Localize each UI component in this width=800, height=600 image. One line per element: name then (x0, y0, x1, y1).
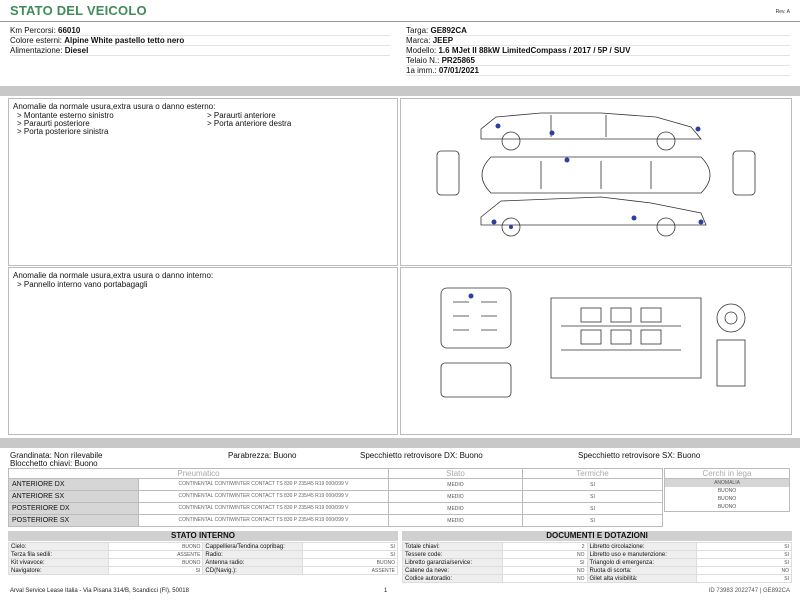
table-row: Codice autoradio: NO Gilet alta visibilità: SI (403, 575, 792, 583)
interior-damage-title: Anomalie da normale usura,extra usura o danno interno: (13, 271, 214, 280)
interior-damage-panel (8, 267, 398, 435)
rim-value: BUONO (717, 504, 737, 510)
condition-summary (10, 452, 790, 468)
info-row: Targa: GE892CA (406, 26, 790, 36)
table-header: Termiche (523, 469, 663, 479)
table-header: Pneumatico (9, 469, 389, 479)
table-row: Navigatore: SI CD(Navig.): ASSENTE (9, 567, 398, 575)
documents-title: DOCUMENTI E DOTAZIONI (402, 531, 792, 541)
rim-value: BUONO (717, 488, 737, 494)
table-row: POSTERIORE DX CONTINENTAL CONTIWINTER CONTACT TS 830 P 235/45 R19 000/099 V MEDIO SI (9, 503, 663, 515)
table-row: Libretto garanzia/service: SI Triangolo di emergenza: SI (403, 559, 792, 567)
info-row: Colore esterni: Alpine White pastello tetto nero (10, 36, 390, 46)
table-row: Totale chiavi: 2 Libretto circolazione: SI (403, 543, 792, 551)
table-row: ANTERIORE SX CONTINENTAL CONTIWINTER CONTACT TS 830 P 235/45 R19 000/099 V MEDIO SI (9, 491, 663, 503)
info-row: Km Percorsi: 66010 (10, 26, 390, 36)
page-title: STATO DEL VEICOLO (10, 3, 147, 18)
info-row: Alimentazione: Diesel (10, 46, 390, 56)
section-divider-bar (0, 438, 800, 448)
documents-table (402, 542, 792, 583)
info-row: Telaio N.: PR25865 (406, 56, 790, 66)
footer-reference: ID 73983 2022747 | GE892CA (708, 588, 790, 594)
interior-car-diagram (400, 267, 792, 435)
key-block-status: Blocchetto chiavi: Buono (10, 459, 98, 468)
section-divider-bar (0, 86, 800, 96)
tyres-table (8, 468, 663, 527)
exterior-damage-list (9, 112, 397, 136)
exterior-damage-title: Anomalie da normale usura,extra usura o danno esterno: (13, 102, 216, 111)
mirror-left-status: Specchietto retrovisore SX: Buono (578, 451, 701, 460)
table-row: Kit vivavoce: BUONO Antenna radio: BUONO (9, 559, 398, 567)
rim-value: ANOMALIA (665, 479, 789, 487)
windshield-status: Parabrezza: Buono (228, 451, 297, 460)
rim-value: BUONO (717, 496, 737, 502)
revision-label: Rev. A (775, 9, 790, 15)
exterior-damage-panel (8, 98, 398, 266)
rims-panel (664, 468, 790, 512)
rims-title: Cerchi in lega (665, 469, 789, 479)
hail-status: Grandinata: Non rilevabile (10, 451, 103, 460)
table-header: Stato (389, 469, 523, 479)
exterior-car-diagram (400, 98, 792, 266)
interior-state-title: STATO INTERNO (8, 531, 398, 541)
table-row: ANTERIORE DX CONTINENTAL CONTIWINTER CONTACT TS 830 P 235/45 R19 000/099 V MEDIO SI (9, 479, 663, 491)
damage-item: > Porta anteriore destra (207, 120, 397, 128)
info-row: Marca: JEEP (406, 36, 790, 46)
page-footer (10, 588, 790, 594)
footer-company: Arval Service Lease Italia - Via Pisana 314/B, Scandicci (FI), 50018 (10, 588, 189, 594)
header-divider (0, 21, 800, 22)
damage-item: > Paraurti posteriore (17, 120, 207, 128)
interior-damage-list (9, 281, 397, 289)
damage-item: > Pannello interno vano portabagagli (17, 281, 167, 289)
info-row: Modello: 1.6 MJet II 88kW LimitedCompass / 2017 / 5P / SUV (406, 46, 790, 56)
table-row: POSTERIORE SX CONTINENTAL CONTIWINTER CONTACT TS 830 P 235/45 R19 000/099 V MEDIO SI (9, 515, 663, 527)
table-row: Terza fila sedili: ASSENTE Radio: SI (9, 551, 398, 559)
damage-item: > Montante esterno sinistro (17, 112, 207, 120)
interior-state-table (8, 542, 398, 575)
footer-page-number: 1 (384, 588, 388, 594)
damage-item: > Paraurti anteriore (207, 112, 397, 120)
table-row: Tessere code: NO Libretto uso e manutenzione: SI (403, 551, 792, 559)
mirror-right-status: Specchietto retrovisore DX: Buono (360, 451, 483, 460)
info-row: 1a imm.: 07/01/2021 (406, 66, 790, 76)
damage-item: > Porta posteriore sinistra (17, 128, 207, 136)
table-row: Cielo: BUONO Cappelliera/Tendina copribag: SI (9, 543, 398, 551)
table-row: Catene da neve: NO Ruota di scorta: NO (403, 567, 792, 575)
vehicle-info-right (406, 26, 790, 76)
vehicle-info-left (10, 26, 390, 56)
